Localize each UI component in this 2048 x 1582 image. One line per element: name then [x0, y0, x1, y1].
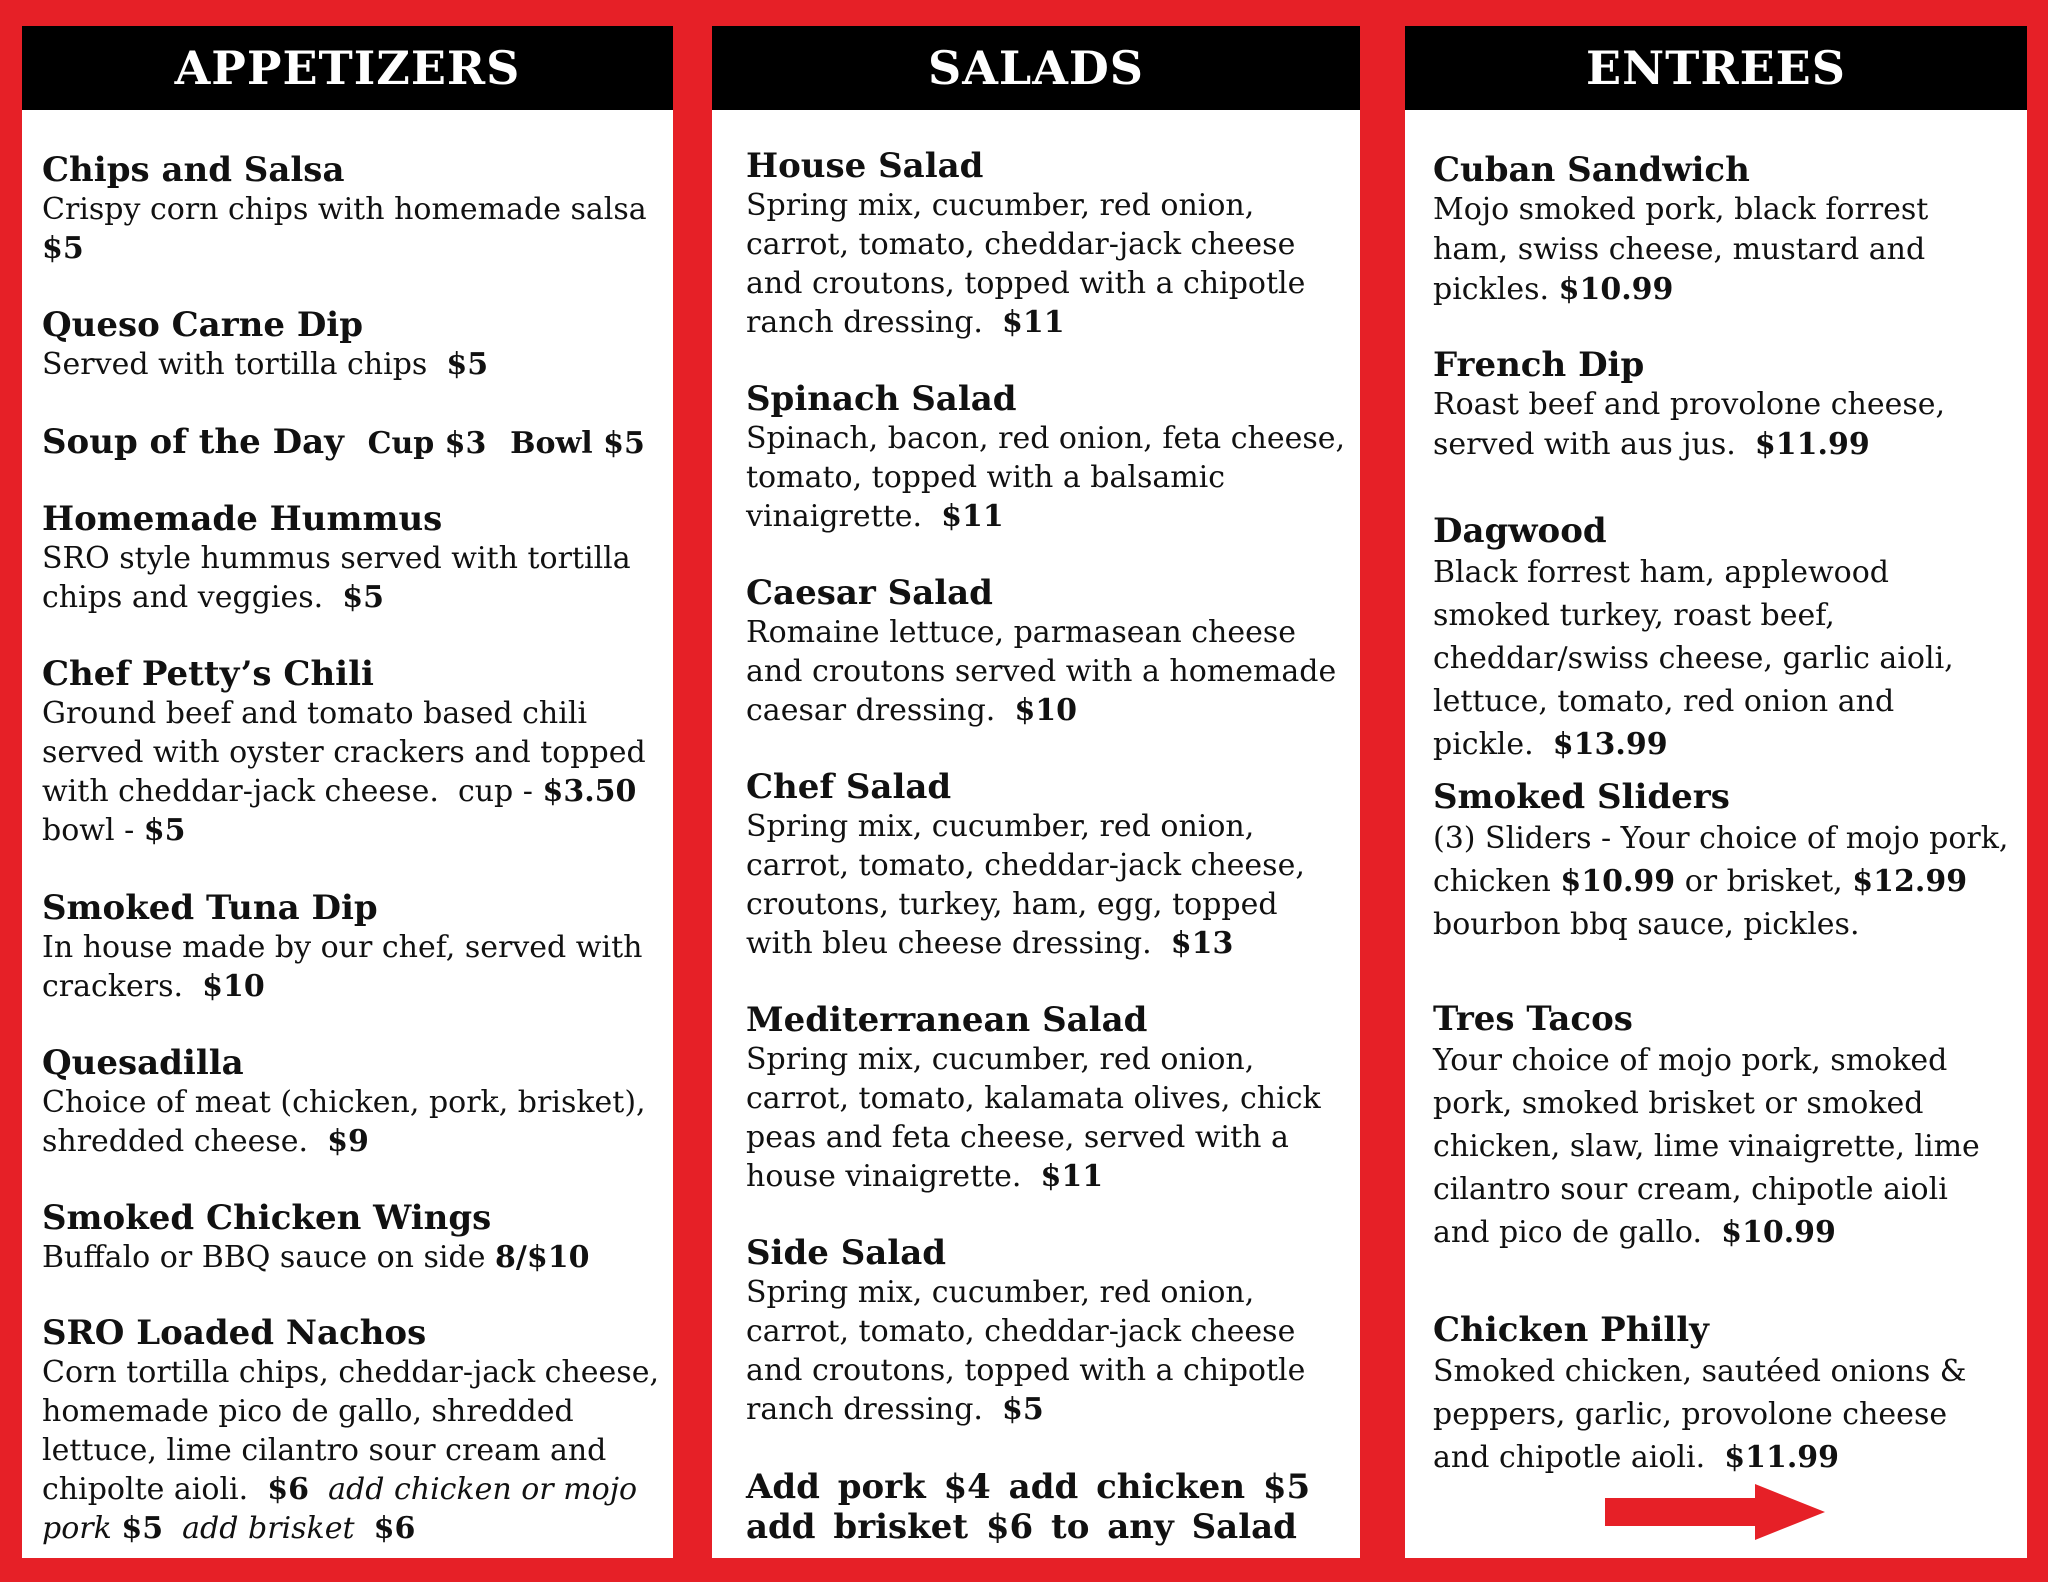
menu-item	[746, 767, 1346, 963]
item-price: $10.99	[1721, 1215, 1836, 1250]
cup-price: $3.50	[542, 774, 637, 809]
item-price: $10.99	[1558, 272, 1674, 307]
item-name: Spinach Salad	[746, 379, 1017, 419]
item-name: Queso Carne Dip	[42, 305, 363, 345]
item-desc: Black forrest ham, applewood smoked turkey, roast beef, cheddar/swiss cheese, garlic aioli, lettuce, tomato, red onion and pickle. $13.99	[1433, 555, 1954, 762]
item-name: Side Salad	[746, 1233, 947, 1273]
item-price: $13.99	[1552, 727, 1668, 762]
entrees-heading: ENTREES	[1405, 26, 2027, 110]
item-price: $11.99	[1754, 427, 1870, 462]
item-desc: Your choice of mojo pork, smoked pork, smoked brisket or smoked chicken, slaw, lime vinaigrette, lime cilantro sour cream, chipotle aioli and pico de gallo. $10.99	[1433, 1043, 1980, 1250]
item-price: $9	[327, 1124, 369, 1159]
item-name: Smoked Chicken Wings	[42, 1198, 492, 1238]
item-desc: Served with tortilla chips $5	[42, 347, 489, 382]
menu-item	[42, 422, 659, 464]
item-desc: Mojo smoked pork, black forrest ham, swiss cheese, mustard and pickles. $10.99	[1433, 192, 1929, 307]
salads-heading: SALADS	[712, 26, 1360, 110]
item-price: $11.99	[1724, 1440, 1840, 1475]
item-name: Soup of the Day Cup $3 Bowl $5	[42, 422, 645, 462]
menu-item	[42, 654, 659, 850]
item-desc: SRO style hummus served with tortilla chips and veggies. $5	[42, 541, 631, 615]
addon-line: add brisket $6 to any Salad	[746, 1507, 1297, 1547]
item-name: Chef Salad	[746, 767, 952, 807]
item-name: Mediterranean Salad	[746, 1000, 1148, 1040]
appetizers-panel	[22, 26, 673, 1558]
item-price: $10	[202, 969, 265, 1004]
item-desc: Spring mix, cucumber, red onion, carrot, tomato, kalamata olives, chick peas and feta cheese, served with a house vinaigrette. $11	[746, 1042, 1321, 1194]
item-name: Caesar Salad	[746, 573, 993, 613]
item-desc: Spring mix, cucumber, red onion, carrot, tomato, cheddar-jack cheese and croutons, topped with a chipotle ranch dressing. $11	[746, 188, 1306, 340]
item-name: Chef Petty’s Chili	[42, 654, 374, 694]
entrees-panel	[1405, 26, 2027, 1558]
item-desc: Spinach, bacon, red onion, feta cheese, tomato, topped with a balsamic vinaigrette. $11	[746, 421, 1346, 534]
menu-item	[746, 1233, 1346, 1429]
menu-item	[42, 499, 659, 617]
item-desc: Spring mix, cucumber, red onion, carrot, tomato, cheddar-jack cheese, croutons, turkey, ham, egg, topped with bleu cheese dressing. $13	[746, 809, 1305, 961]
item-name: Tres Tacos	[1433, 999, 1633, 1039]
item-name: Chicken Philly	[1433, 1310, 1709, 1350]
item-price: $5	[342, 580, 385, 615]
item-desc: Corn tortilla chips, cheddar-jack cheese, homemade pico de gallo, shredded lettuce, lime cilantro sour cream and chipolte aioli. $6 add chicken or mojo pork $5 add brisket $6	[42, 1355, 659, 1546]
item-name: SRO Loaded Nachos	[42, 1313, 427, 1353]
menu-item	[42, 305, 659, 384]
appetizers-heading: APPETIZERS	[22, 26, 673, 110]
item-price: $5	[446, 347, 489, 382]
item-price: $12.99	[1852, 864, 1968, 899]
item-name: House Salad	[746, 146, 984, 186]
item-name: Homemade Hummus	[42, 499, 443, 539]
item-name: Smoked Sliders	[1433, 777, 1730, 817]
salad-addons	[746, 1467, 1346, 1547]
menu-item	[1433, 150, 2013, 310]
menu-item	[42, 888, 659, 1006]
item-price: $11	[1040, 1159, 1104, 1194]
item-desc: Buffalo or BBQ sauce on side 8/$10	[42, 1240, 590, 1275]
item-name: Quesadilla	[42, 1043, 244, 1083]
item-desc: Spring mix, cucumber, red onion, carrot, tomato, cheddar-jack cheese and croutons, topped with a chipotle ranch dressing. $5	[746, 1275, 1306, 1427]
menu-item	[1433, 511, 2013, 766]
salads-panel	[712, 26, 1360, 1558]
menu-item	[746, 379, 1346, 536]
menu-item	[42, 1043, 659, 1161]
menu-item	[746, 1000, 1346, 1196]
addon-price: $5	[121, 1511, 164, 1546]
item-desc: Choice of meat (chicken, pork, brisket), shredded cheese. $9	[42, 1085, 646, 1159]
menu-item	[42, 1198, 659, 1277]
item-desc: Crispy corn chips with homemade salsa $5	[42, 192, 647, 266]
item-name: French Dip	[1433, 345, 1645, 385]
item-desc: Smoked chicken, sautéed onions & peppers, garlic, provolone cheese and chipotle aioli. $11.99	[1433, 1354, 1967, 1475]
menu-item	[746, 573, 1346, 730]
item-name: Cuban Sandwich	[1433, 150, 1750, 190]
item-desc: In house made by our chef, served with crackers. $10	[42, 930, 643, 1004]
menu-item	[1433, 1310, 2013, 1479]
menu-item	[1433, 777, 2013, 946]
menu-item	[42, 150, 659, 268]
item-desc: Roast beef and provolone cheese, served with aus jus. $11.99	[1433, 387, 1946, 462]
item-desc: (3) Sliders - Your choice of mojo pork, chicken $10.99 or brisket, $12.99 bourbon bbq sauce, pickles.	[1433, 821, 2009, 942]
addon-price: $6	[373, 1511, 416, 1546]
item-name: Dagwood	[1433, 511, 1607, 551]
menu-item	[746, 146, 1346, 342]
menu-item	[1433, 999, 2013, 1254]
item-desc: Ground beef and tomato based chili served with oyster crackers and topped with cheddar-jack cheese. cup - $3.50 bowl - $5	[42, 696, 646, 848]
menu-item	[1433, 345, 2013, 465]
bowl-price: Bowl $5	[510, 426, 645, 461]
item-desc: Romaine lettuce, parmasean cheese and croutons served with a homemade caesar dressing. $10	[746, 615, 1337, 728]
item-price: $10.99	[1560, 864, 1676, 899]
item-price: $11	[1002, 305, 1065, 340]
item-price: $11	[941, 499, 1004, 534]
bowl-price: $5	[143, 813, 186, 848]
item-name: Chips and Salsa	[42, 150, 345, 190]
item-price: $6	[267, 1472, 310, 1507]
item-price: $5	[42, 231, 84, 266]
item-price: $10	[1014, 693, 1078, 728]
cup-price: Cup $3	[367, 426, 487, 461]
item-price: $5	[1002, 1392, 1044, 1427]
item-price: $13	[1170, 926, 1234, 961]
menu-item	[42, 1313, 659, 1548]
item-name: Smoked Tuna Dip	[42, 888, 378, 928]
arrow-right-icon[interactable]	[1605, 1484, 1825, 1540]
addon-line: Add pork $4 add chicken $5	[746, 1467, 1311, 1507]
item-price: 8/$10	[495, 1240, 590, 1275]
